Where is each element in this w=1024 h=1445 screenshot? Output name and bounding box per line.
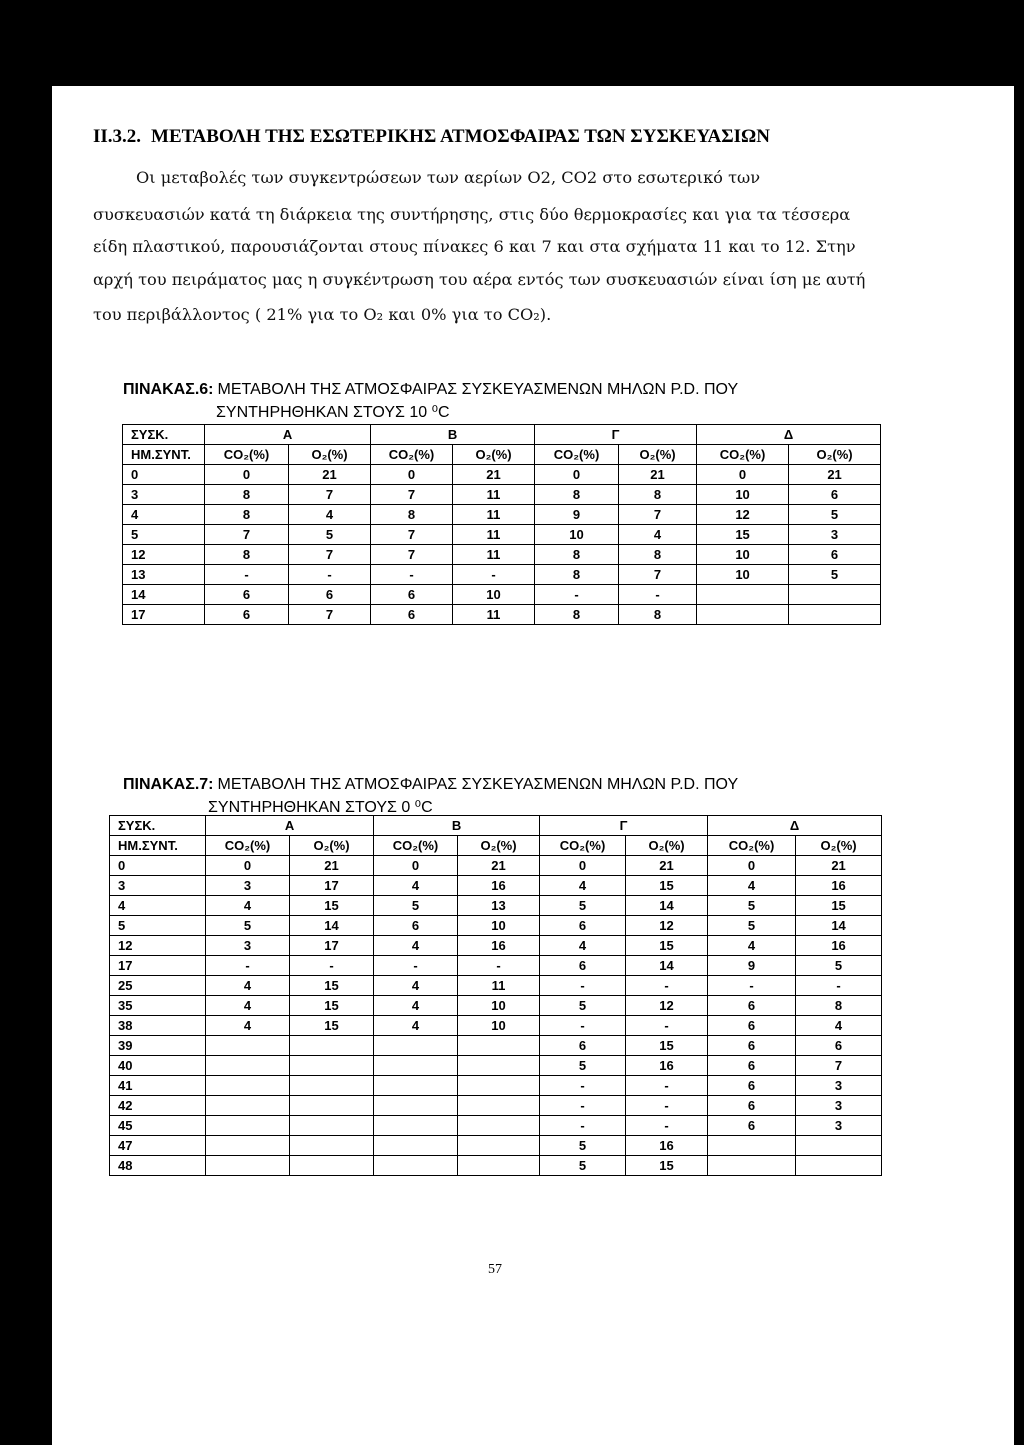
value-cell: 15: [626, 936, 708, 956]
section-title: ΜΕΤΑΒΟΛΗ ΤΗΣ ΕΣΩΤΕΡΙΚΗΣ ΑΤΜΟΣΦΑΙΡΑΣ ΤΩΝ ΣΥΣΚΕΥΑΣΙΩΝ: [151, 126, 770, 147]
value-cell: -: [540, 1116, 626, 1136]
value-cell: 5: [540, 1156, 626, 1176]
table6-sub-header: CO₂(%): [371, 445, 453, 465]
value-cell: 0: [708, 856, 796, 876]
value-cell: 8: [205, 505, 289, 525]
value-cell: 4: [206, 996, 290, 1016]
table-row: [110, 936, 882, 956]
value-cell: 10: [453, 585, 535, 605]
value-cell: 0: [540, 856, 626, 876]
value-cell: [789, 585, 881, 605]
value-cell: 10: [697, 485, 789, 505]
paragraph-line-3: είδη πλαστικού, παρουσιάζονται στους πίνακες 6 και 7 και στα σχήματα 11 και το 12. Στην: [93, 237, 856, 256]
value-cell: [796, 1136, 882, 1156]
table-row: [110, 1016, 882, 1036]
value-cell: 21: [619, 465, 697, 485]
value-cell: 16: [458, 936, 540, 956]
table-row: [110, 976, 882, 996]
value-cell: -: [540, 976, 626, 996]
table-row: [110, 896, 882, 916]
value-cell: 21: [789, 465, 881, 485]
table-row: [110, 1076, 882, 1096]
table6: [122, 424, 881, 625]
day-cell: 3: [110, 876, 206, 896]
value-cell: 7: [371, 525, 453, 545]
value-cell: 11: [453, 525, 535, 545]
value-cell: 6: [540, 1036, 626, 1056]
paragraph-line-4: αρχή του πειράματος μας η συγκέντρωση του αέρα εντός των συσκευασιών είναι ίση με αυτή: [93, 270, 866, 289]
value-cell: [458, 1096, 540, 1116]
value-cell: 12: [626, 916, 708, 936]
table7-col-day: ΗΜ.ΣΥΝΤ.: [110, 836, 206, 856]
table-row: [110, 996, 882, 1016]
value-cell: 3: [206, 876, 290, 896]
value-cell: 5: [789, 505, 881, 525]
value-cell: 0: [206, 856, 290, 876]
value-cell: -: [619, 585, 697, 605]
value-cell: 16: [796, 936, 882, 956]
value-cell: 15: [290, 976, 374, 996]
table6-sub-header: O₂(%): [289, 445, 371, 465]
day-cell: 40: [110, 1056, 206, 1076]
table6-group-d: Δ: [697, 425, 881, 445]
table6-group-row: [123, 425, 881, 445]
value-cell: -: [796, 976, 882, 996]
value-cell: 7: [205, 525, 289, 545]
table-row: [110, 876, 882, 896]
table-row: [110, 1136, 882, 1156]
value-cell: 4: [708, 936, 796, 956]
value-cell: 4: [206, 896, 290, 916]
value-cell: -: [453, 565, 535, 585]
value-cell: [374, 1076, 458, 1096]
table-row: [123, 505, 881, 525]
table6-sub-row: [123, 445, 881, 465]
day-cell: 4: [123, 505, 205, 525]
value-cell: 4: [206, 976, 290, 996]
table-row: [123, 565, 881, 585]
value-cell: -: [540, 1016, 626, 1036]
scan-edge-line: [25, 1326, 27, 1422]
value-cell: 6: [796, 1036, 882, 1056]
value-cell: 16: [458, 876, 540, 896]
value-cell: -: [458, 956, 540, 976]
value-cell: 14: [626, 956, 708, 976]
value-cell: 3: [796, 1076, 882, 1096]
value-cell: -: [289, 565, 371, 585]
value-cell: 14: [290, 916, 374, 936]
value-cell: 8: [619, 545, 697, 565]
value-cell: [290, 1096, 374, 1116]
value-cell: 15: [290, 1016, 374, 1036]
day-cell: 5: [123, 525, 205, 545]
day-cell: 12: [110, 936, 206, 956]
value-cell: 21: [796, 856, 882, 876]
value-cell: 0: [371, 465, 453, 485]
value-cell: 4: [540, 876, 626, 896]
table-row: [110, 916, 882, 936]
day-cell: 45: [110, 1116, 206, 1136]
value-cell: [374, 1036, 458, 1056]
table6-body: [123, 465, 881, 625]
value-cell: 16: [796, 876, 882, 896]
value-cell: -: [374, 956, 458, 976]
value-cell: [374, 1136, 458, 1156]
value-cell: 8: [205, 545, 289, 565]
value-cell: [458, 1116, 540, 1136]
value-cell: 0: [374, 856, 458, 876]
value-cell: 5: [540, 1136, 626, 1156]
table6-sub-header: O₂(%): [619, 445, 697, 465]
table6-sub-header: O₂(%): [453, 445, 535, 465]
table-row: [110, 856, 882, 876]
value-cell: 6: [205, 585, 289, 605]
table-row: [110, 1056, 882, 1076]
value-cell: -: [626, 1016, 708, 1036]
value-cell: 8: [535, 485, 619, 505]
table7: [109, 815, 882, 1176]
value-cell: 16: [626, 1056, 708, 1076]
day-cell: 3: [123, 485, 205, 505]
value-cell: 4: [619, 525, 697, 545]
value-cell: [290, 1056, 374, 1076]
day-cell: 17: [123, 605, 205, 625]
value-cell: 5: [540, 996, 626, 1016]
value-cell: 15: [626, 1156, 708, 1176]
day-cell: 39: [110, 1036, 206, 1056]
table-row: [110, 1116, 882, 1136]
value-cell: 8: [535, 545, 619, 565]
value-cell: [374, 1056, 458, 1076]
value-cell: 21: [458, 856, 540, 876]
value-cell: 3: [796, 1096, 882, 1116]
value-cell: 5: [789, 565, 881, 585]
value-cell: [206, 1156, 290, 1176]
table7-sub-header: O₂(%): [458, 836, 540, 856]
value-cell: 6: [371, 605, 453, 625]
table-row: [110, 956, 882, 976]
table7-caption: [123, 776, 738, 794]
value-cell: 8: [535, 605, 619, 625]
value-cell: [374, 1156, 458, 1176]
value-cell: 15: [796, 896, 882, 916]
value-cell: [458, 1136, 540, 1156]
value-cell: -: [371, 565, 453, 585]
value-cell: [458, 1056, 540, 1076]
section-number: II.3.2.: [93, 126, 142, 147]
table7-label: ΠΙΝΑΚΑΣ.7:: [123, 776, 214, 793]
value-cell: 0: [205, 465, 289, 485]
value-cell: [206, 1076, 290, 1096]
value-cell: 6: [789, 545, 881, 565]
value-cell: 21: [290, 856, 374, 876]
value-cell: 4: [206, 1016, 290, 1036]
value-cell: -: [708, 976, 796, 996]
day-cell: 12: [123, 545, 205, 565]
value-cell: 15: [290, 896, 374, 916]
value-cell: 16: [626, 1136, 708, 1156]
table-row: [110, 1036, 882, 1056]
table-row: [123, 465, 881, 485]
value-cell: 8: [535, 565, 619, 585]
value-cell: -: [626, 1096, 708, 1116]
value-cell: 5: [708, 896, 796, 916]
value-cell: 12: [697, 505, 789, 525]
value-cell: 4: [374, 876, 458, 896]
day-cell: 0: [123, 465, 205, 485]
value-cell: [290, 1156, 374, 1176]
value-cell: -: [206, 956, 290, 976]
value-cell: 12: [626, 996, 708, 1016]
table6-group-g: Γ: [535, 425, 697, 445]
day-cell: 47: [110, 1136, 206, 1156]
value-cell: 4: [374, 996, 458, 1016]
value-cell: 11: [458, 976, 540, 996]
value-cell: 6: [708, 1016, 796, 1036]
table-row: [123, 485, 881, 505]
value-cell: -: [626, 1116, 708, 1136]
table7-body: [110, 856, 882, 1176]
table7-sub-header: CO₂(%): [374, 836, 458, 856]
value-cell: 7: [619, 505, 697, 525]
value-cell: 6: [374, 916, 458, 936]
value-cell: 6: [289, 585, 371, 605]
page-number: 57: [488, 1262, 502, 1277]
table7-group-g: Γ: [540, 816, 708, 836]
table7-title-line1: ΜΕΤΑΒΟΛΗ ΤΗΣ ΑΤΜΟΣΦΑΙΡΑΣ ΣΥΣΚΕΥΑΣΜΕΝΩΝ ΜΗΛΩΝ P.D. ΠΟΥ: [217, 776, 739, 793]
value-cell: 6: [708, 1036, 796, 1056]
value-cell: 6: [540, 956, 626, 976]
table7-group-b: Β: [374, 816, 540, 836]
value-cell: 17: [290, 936, 374, 956]
value-cell: 11: [453, 605, 535, 625]
value-cell: 8: [796, 996, 882, 1016]
day-cell: 48: [110, 1156, 206, 1176]
value-cell: 7: [289, 485, 371, 505]
value-cell: 8: [371, 505, 453, 525]
value-cell: [374, 1096, 458, 1116]
table7-group-a: Α: [206, 816, 374, 836]
value-cell: 5: [374, 896, 458, 916]
day-cell: 25: [110, 976, 206, 996]
table6-title-line2: ΣΥΝΤΗΡΗΘΗΚΑΝ ΣΤΟΥΣ 10 ⁰C: [216, 404, 450, 421]
value-cell: 6: [205, 605, 289, 625]
value-cell: 15: [697, 525, 789, 545]
value-cell: 7: [289, 545, 371, 565]
value-cell: [206, 1096, 290, 1116]
value-cell: 10: [458, 916, 540, 936]
value-cell: -: [290, 956, 374, 976]
day-cell: 38: [110, 1016, 206, 1036]
table6-label: ΠΙΝΑΚΑΣ.6:: [123, 381, 214, 398]
day-cell: 0: [110, 856, 206, 876]
value-cell: [697, 585, 789, 605]
table6-title-line1: ΜΕΤΑΒΟΛΗ ΤΗΣ ΑΤΜΟΣΦΑΙΡΑΣ ΣΥΣΚΕΥΑΣΜΕΝΩΝ ΜΗΛΩΝ P.D. ΠΟΥ: [217, 381, 739, 398]
value-cell: 8: [205, 485, 289, 505]
table7-sub-header: CO₂(%): [708, 836, 796, 856]
value-cell: 21: [626, 856, 708, 876]
value-cell: 21: [453, 465, 535, 485]
value-cell: 4: [540, 936, 626, 956]
table6-col-pack: ΣΥΣΚ.: [123, 425, 205, 445]
value-cell: 3: [206, 936, 290, 956]
value-cell: [206, 1116, 290, 1136]
value-cell: 9: [535, 505, 619, 525]
value-cell: 6: [708, 1116, 796, 1136]
value-cell: 7: [619, 565, 697, 585]
value-cell: 9: [708, 956, 796, 976]
value-cell: 7: [289, 605, 371, 625]
value-cell: 5: [540, 896, 626, 916]
value-cell: 5: [796, 956, 882, 976]
table6-sub-header: CO₂(%): [205, 445, 289, 465]
paragraph-line-2: συσκευασιών κατά τη διάρκεια της συντήρησης, στις δύο θερμοκρασίες και για τα τέσσερα: [93, 205, 851, 224]
value-cell: -: [535, 585, 619, 605]
value-cell: 6: [708, 1056, 796, 1076]
table7-group-row: [110, 816, 882, 836]
value-cell: [290, 1076, 374, 1096]
value-cell: 6: [708, 996, 796, 1016]
value-cell: [789, 605, 881, 625]
value-cell: 6: [789, 485, 881, 505]
value-cell: [458, 1036, 540, 1056]
value-cell: [290, 1116, 374, 1136]
value-cell: 4: [374, 1016, 458, 1036]
value-cell: -: [540, 1076, 626, 1096]
value-cell: [458, 1156, 540, 1176]
value-cell: 8: [619, 605, 697, 625]
table-row: [123, 585, 881, 605]
value-cell: 11: [453, 545, 535, 565]
value-cell: 7: [371, 545, 453, 565]
value-cell: 11: [453, 485, 535, 505]
value-cell: -: [626, 976, 708, 996]
value-cell: 10: [458, 1016, 540, 1036]
value-cell: 17: [290, 876, 374, 896]
value-cell: 6: [708, 1096, 796, 1116]
table6-sub-header: CO₂(%): [697, 445, 789, 465]
value-cell: [206, 1136, 290, 1156]
value-cell: 10: [697, 545, 789, 565]
table6-caption: [123, 381, 738, 399]
value-cell: [206, 1056, 290, 1076]
value-cell: 4: [374, 936, 458, 956]
section-heading: [93, 126, 770, 148]
value-cell: 5: [540, 1056, 626, 1076]
table7-col-pack: ΣΥΣΚ.: [110, 816, 206, 836]
table7-sub-row: [110, 836, 882, 856]
value-cell: 3: [789, 525, 881, 545]
value-cell: 15: [290, 996, 374, 1016]
value-cell: 5: [289, 525, 371, 545]
table7-title-line2: ΣΥΝΤΗΡΗΘΗΚΑΝ ΣΤΟΥΣ 0 ⁰C: [208, 799, 433, 816]
value-cell: 5: [206, 916, 290, 936]
table6-col-day: ΗΜ.ΣΥΝΤ.: [123, 445, 205, 465]
day-cell: 42: [110, 1096, 206, 1116]
value-cell: 10: [697, 565, 789, 585]
value-cell: 6: [540, 916, 626, 936]
table7-group-d: Δ: [708, 816, 882, 836]
value-cell: 13: [458, 896, 540, 916]
table6-group-a: Α: [205, 425, 371, 445]
value-cell: [374, 1116, 458, 1136]
day-cell: 41: [110, 1076, 206, 1096]
value-cell: 14: [626, 896, 708, 916]
table7-sub-header: O₂(%): [796, 836, 882, 856]
value-cell: [206, 1036, 290, 1056]
table7-sub-header: CO₂(%): [540, 836, 626, 856]
value-cell: 15: [626, 876, 708, 896]
table-row: [123, 545, 881, 565]
day-cell: 13: [123, 565, 205, 585]
table-row: [123, 525, 881, 545]
value-cell: [796, 1156, 882, 1176]
value-cell: 4: [708, 876, 796, 896]
table6-sub-header: CO₂(%): [535, 445, 619, 465]
table7-sub-header: O₂(%): [626, 836, 708, 856]
table-row: [110, 1156, 882, 1176]
paragraph-line-1: Οι μεταβολές των συγκεντρώσεων των αερίων Ο2, CO2 στο εσωτερικό των: [136, 168, 761, 187]
value-cell: 4: [796, 1016, 882, 1036]
value-cell: [697, 605, 789, 625]
value-cell: 7: [371, 485, 453, 505]
value-cell: [458, 1076, 540, 1096]
value-cell: [708, 1156, 796, 1176]
day-cell: 35: [110, 996, 206, 1016]
value-cell: [708, 1136, 796, 1156]
table6-sub-header: O₂(%): [789, 445, 881, 465]
day-cell: 14: [123, 585, 205, 605]
value-cell: 6: [708, 1076, 796, 1096]
value-cell: 8: [619, 485, 697, 505]
paragraph-line-5: του περιβάλλοντος ( 21% για το O₂ και 0% για το CO₂).: [93, 305, 552, 324]
value-cell: -: [540, 1096, 626, 1116]
value-cell: 11: [453, 505, 535, 525]
value-cell: -: [205, 565, 289, 585]
value-cell: [290, 1136, 374, 1156]
table-row: [110, 1096, 882, 1116]
value-cell: -: [626, 1076, 708, 1096]
value-cell: 14: [796, 916, 882, 936]
table7-sub-header: O₂(%): [290, 836, 374, 856]
value-cell: 5: [708, 916, 796, 936]
day-cell: 5: [110, 916, 206, 936]
value-cell: 21: [289, 465, 371, 485]
value-cell: [290, 1036, 374, 1056]
value-cell: 15: [626, 1036, 708, 1056]
value-cell: 0: [535, 465, 619, 485]
table-row: [123, 605, 881, 625]
table6-group-b: Β: [371, 425, 535, 445]
table7-sub-header: CO₂(%): [206, 836, 290, 856]
value-cell: 4: [289, 505, 371, 525]
value-cell: 10: [535, 525, 619, 545]
value-cell: 3: [796, 1116, 882, 1136]
value-cell: 10: [458, 996, 540, 1016]
value-cell: 7: [796, 1056, 882, 1076]
value-cell: 4: [374, 976, 458, 996]
day-cell: 17: [110, 956, 206, 976]
day-cell: 4: [110, 896, 206, 916]
value-cell: 0: [697, 465, 789, 485]
value-cell: 6: [371, 585, 453, 605]
